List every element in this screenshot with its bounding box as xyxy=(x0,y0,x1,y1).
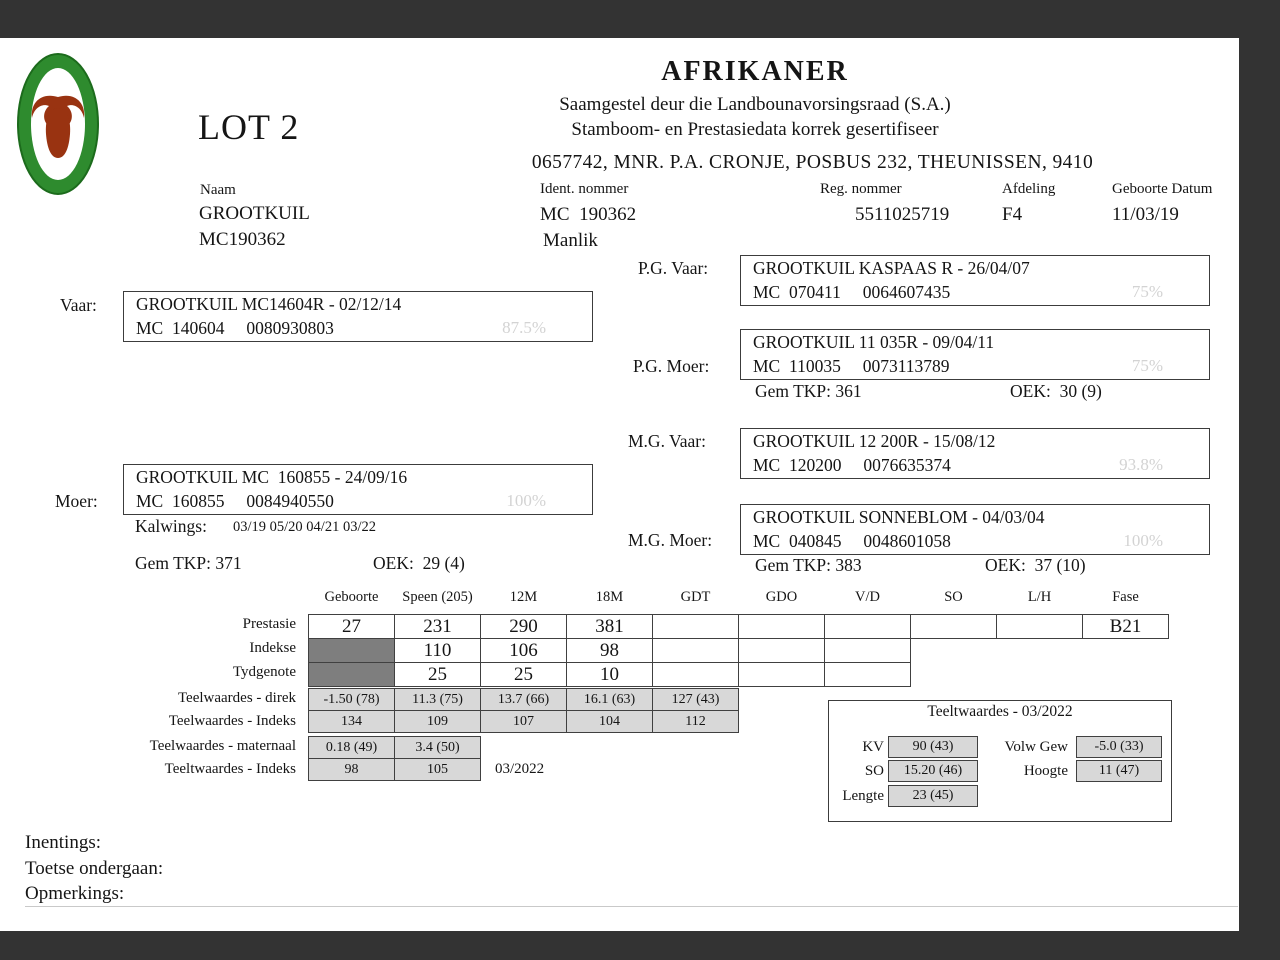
row-label-teelwaardes-direk: Teelwaardes - direk xyxy=(177,690,296,706)
row-label-indekse: Indekse xyxy=(249,640,296,656)
moer-name: GROOTKUIL MC 160855 - 24/09/16 xyxy=(136,467,408,487)
col-header-lh: L/H xyxy=(1027,589,1052,605)
field-label-naam: Naam xyxy=(200,182,236,198)
cell-empty xyxy=(652,614,739,639)
hoogte-label: Hoogte xyxy=(1023,763,1068,779)
cell-indekse-geboorte-blocked xyxy=(308,638,395,663)
so-label: SO xyxy=(864,763,884,779)
cell-indeks1-18m: 104 xyxy=(566,710,653,733)
field-label-ident: Ident. nommer xyxy=(540,181,629,197)
mg-moer-label: M.G. Moer: xyxy=(628,530,713,550)
cell-direk-geboorte: -1.50 (78) xyxy=(308,688,395,711)
so-value: 15.20 (46) xyxy=(888,760,978,782)
afdeling-value: F4 xyxy=(1002,204,1023,225)
pg-moer-label: P.G. Moer: xyxy=(633,356,710,376)
cell-indeks2-geboorte: 98 xyxy=(308,758,395,781)
cell-indekse-18m: 98 xyxy=(566,638,653,663)
cell-prestasie-geboorte: 27 xyxy=(308,614,395,639)
pg-vaar-ids: MC 070411 0064607435 xyxy=(753,282,951,302)
mg-moer-ids: MC 040845 0048601058 xyxy=(753,531,951,551)
cell-tydgenote-12m: 25 xyxy=(480,662,567,687)
mg-moer-oek: OEK: 37 (10) xyxy=(985,555,1086,575)
top-frame-bar xyxy=(0,0,1280,38)
pg-vaar-label: P.G. Vaar: xyxy=(638,258,709,278)
animal-name-code: MC190362 xyxy=(199,229,286,250)
lot-number: LOT 2 xyxy=(198,107,300,147)
cell-empty xyxy=(738,662,825,687)
kv-value: 90 (43) xyxy=(888,736,978,758)
cell-empty xyxy=(824,662,911,687)
inentings-label: Inentings: xyxy=(25,832,101,853)
mg-vaar-box xyxy=(740,428,1210,479)
row-label-prestasie: Prestasie xyxy=(242,616,296,632)
cell-indeks2-speen: 105 xyxy=(394,758,481,781)
cell-direk-18m: 16.1 (63) xyxy=(566,688,653,711)
cell-empty xyxy=(824,638,911,663)
owner-line: 0657742, MNR. P.A. CRONJE, POSBUS 232, THEUNISSEN, 9410 xyxy=(531,152,1094,173)
mg-vaar-percent: 93.8% xyxy=(1119,455,1163,474)
kalwings-label: Kalwings: xyxy=(135,516,207,536)
cell-empty xyxy=(738,614,825,639)
kv-label: KV xyxy=(862,739,884,755)
kalwings-values: 03/19 05/20 04/21 03/22 xyxy=(233,519,376,535)
cattle-badge-icon xyxy=(16,52,100,196)
right-frame-bar xyxy=(1239,38,1280,931)
lengte-label: Lengte xyxy=(842,788,884,804)
mg-vaar-label: M.G. Vaar: xyxy=(628,431,706,451)
col-header-fase: Fase xyxy=(1112,589,1139,605)
mg-moer-gem-tkp: Gem TKP: 383 xyxy=(755,555,862,575)
toetse-label: Toetse ondergaan: xyxy=(25,858,164,879)
moer-gem-tkp: Gem TKP: 371 xyxy=(135,553,242,573)
lengte-value: 23 (45) xyxy=(888,785,978,807)
mg-vaar-name: GROOTKUIL 12 200R - 15/08/12 xyxy=(753,431,996,451)
cell-empty xyxy=(738,638,825,663)
breed-title: AFRIKANER xyxy=(661,56,849,87)
sex-value: Manlik xyxy=(543,230,598,251)
row-label-teelwaardes-maternaal: Teelwaardes - maternaal xyxy=(149,738,296,754)
pg-vaar-percent: 75% xyxy=(1131,282,1163,301)
cell-direk-gdt: 127 (43) xyxy=(652,688,739,711)
certifier-line-1: Saamgestel deur die Landbounavorsingsraad (S.A.) xyxy=(559,94,951,115)
cell-maternaal-geboorte: 0.18 (49) xyxy=(308,736,395,759)
pg-moer-oek: OEK: 30 (9) xyxy=(1010,381,1102,401)
certifier-line-2: Stamboom- en Prestasiedata korrek gesertifiseer xyxy=(571,119,939,140)
animal-name: GROOTKUIL xyxy=(199,203,310,224)
col-header-speen: Speen (205) xyxy=(402,589,473,605)
col-header-so: SO xyxy=(944,589,963,605)
pg-moer-percent: 75% xyxy=(1131,356,1163,375)
vaar-box xyxy=(123,291,593,342)
cell-prestasie-fase: B21 xyxy=(1082,614,1169,639)
cell-tydgenote-18m: 10 xyxy=(566,662,653,687)
hoogte-value: 11 (47) xyxy=(1076,760,1162,782)
field-label-geboorte: Geboorte Datum xyxy=(1112,181,1213,197)
moer-ids: MC 160855 0084940550 xyxy=(136,491,334,511)
col-header-gdt: GDT xyxy=(680,589,711,605)
cell-prestasie-12m: 290 xyxy=(480,614,567,639)
vaar-ids: MC 140604 0080930803 xyxy=(136,318,334,338)
mg-moer-percent: 100% xyxy=(1123,531,1163,550)
col-header-vd: V/D xyxy=(855,589,880,605)
moer-box xyxy=(123,464,593,515)
pg-moer-ids: MC 110035 0073113789 xyxy=(753,356,950,376)
footer-divider xyxy=(25,906,1238,907)
pg-moer-name: GROOTKUIL 11 035R - 09/04/11 xyxy=(753,332,995,352)
cell-prestasie-18m: 381 xyxy=(566,614,653,639)
cell-indeks1-12m: 107 xyxy=(480,710,567,733)
volw-gew-label: Volw Gew xyxy=(1004,739,1068,755)
moer-label: Moer: xyxy=(55,491,98,511)
cell-maternaal-speen: 3.4 (50) xyxy=(394,736,481,759)
opmerkings-label: Opmerkings: xyxy=(25,883,125,904)
cell-empty xyxy=(996,614,1083,639)
row-label-teelwaardes-indeks: Teelwaardes - Indeks xyxy=(168,713,296,729)
pg-vaar-name: GROOTKUIL KASPAAS R - 26/04/07 xyxy=(753,258,1030,278)
teeltwaardes-date-note: 03/2022 xyxy=(495,761,545,777)
cell-tydgenote-speen: 25 xyxy=(394,662,481,687)
cell-empty xyxy=(824,614,911,639)
cell-tydgenote-geboorte-blocked xyxy=(308,662,395,687)
cell-indekse-speen: 110 xyxy=(394,638,481,663)
cell-prestasie-speen: 231 xyxy=(394,614,481,639)
breed-society-logo xyxy=(16,52,100,196)
cell-indeks1-speen: 109 xyxy=(394,710,481,733)
cell-empty xyxy=(652,638,739,663)
field-label-reg: Reg. nommer xyxy=(820,181,902,197)
row-label-teeltwaardes-indeks: Teeltwaardes - Indeks xyxy=(164,761,296,777)
row-label-tydgenote: Tydgenote xyxy=(232,664,296,680)
cell-direk-12m: 13.7 (66) xyxy=(480,688,567,711)
pg-moer-gem-tkp: Gem TKP: 361 xyxy=(755,381,862,401)
field-label-afdeling: Afdeling xyxy=(1002,181,1056,197)
mg-moer-name: GROOTKUIL SONNEBLOM - 04/03/04 xyxy=(753,507,1045,527)
cell-indeks1-gdt: 112 xyxy=(652,710,739,733)
cell-indekse-12m: 106 xyxy=(480,638,567,663)
pg-moer-box xyxy=(740,329,1210,380)
moer-percent: 100% xyxy=(506,491,546,510)
moer-oek: OEK: 29 (4) xyxy=(373,553,465,573)
cell-indeks1-geboorte: 134 xyxy=(308,710,395,733)
birth-date: 11/03/19 xyxy=(1112,204,1179,225)
reg-number: 5511025719 xyxy=(855,204,950,225)
mg-moer-box xyxy=(740,504,1210,555)
pg-vaar-box xyxy=(740,255,1210,306)
mg-vaar-ids: MC 120200 0076635374 xyxy=(753,455,951,475)
bottom-frame-bar xyxy=(0,931,1280,960)
ident-number: MC 190362 xyxy=(540,204,637,225)
teeltwaardes-box-title: Teeltwaardes - 03/2022 xyxy=(927,703,1073,720)
col-header-18m: 18M xyxy=(595,589,624,605)
col-header-geboorte: Geboorte xyxy=(324,589,379,605)
col-header-gdo: GDO xyxy=(765,589,798,605)
cell-empty xyxy=(652,662,739,687)
cell-empty xyxy=(910,614,997,639)
vaar-name: GROOTKUIL MC14604R - 02/12/14 xyxy=(136,294,402,314)
cell-direk-speen: 11.3 (75) xyxy=(394,688,481,711)
volw-gew-value: -5.0 (33) xyxy=(1076,736,1162,758)
col-header-12m: 12M xyxy=(509,589,538,605)
vaar-percent: 87.5% xyxy=(502,318,546,337)
vaar-label: Vaar: xyxy=(60,295,97,315)
